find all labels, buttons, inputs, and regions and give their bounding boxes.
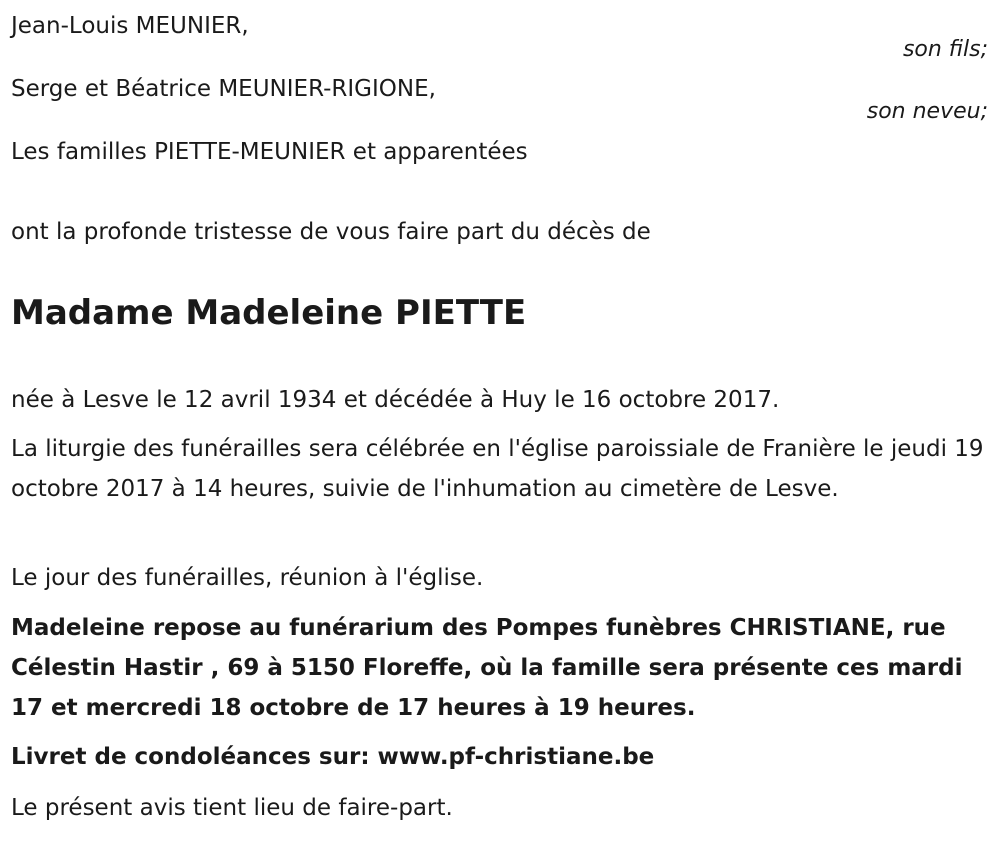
family-member-3: Les familles PIETTE-MEUNIER et apparentées	[11, 139, 528, 165]
relation-1: son fils;	[902, 37, 988, 62]
family-member-1: Jean-Louis MEUNIER,	[11, 13, 249, 39]
family-member-2: Serge et Béatrice MEUNIER-RIGIONE,	[11, 76, 436, 102]
relation-2: son neveu;	[866, 99, 988, 124]
deceased-name: Madame Madeleine PIETTE	[11, 293, 527, 333]
notice-text: Le présent avis tient lieu de faire-part.	[11, 795, 453, 821]
liturgy-text: La liturgie des funérailles sera célébrée en l'église paroissiale de Franière le jeudi 19 octobre 2017 à 14 heures, suivie de l'inhumation au cimetère de Lesve.	[11, 436, 984, 502]
announcement-text: ont la profonde tristesse de vous faire part du décès de	[11, 219, 651, 245]
reunion-text: Le jour des funérailles, réunion à l'église.	[11, 565, 484, 591]
condolences-text: Livret de condoléances sur: www.pf-christiane.be	[11, 744, 655, 770]
birth-death-text: née à Lesve le 12 avril 1934 et décédée à Huy le 16 octobre 2017.	[11, 387, 780, 413]
funerarium-text: Madeleine repose au funérarium des Pompes funèbres CHRISTIANE, rue Célestin Hastir , 69 à 5150 Floreffe, où la famille sera présente ces mardi 17 et mercredi 18 octobre de 17 heures à 19 heures.	[11, 615, 963, 721]
